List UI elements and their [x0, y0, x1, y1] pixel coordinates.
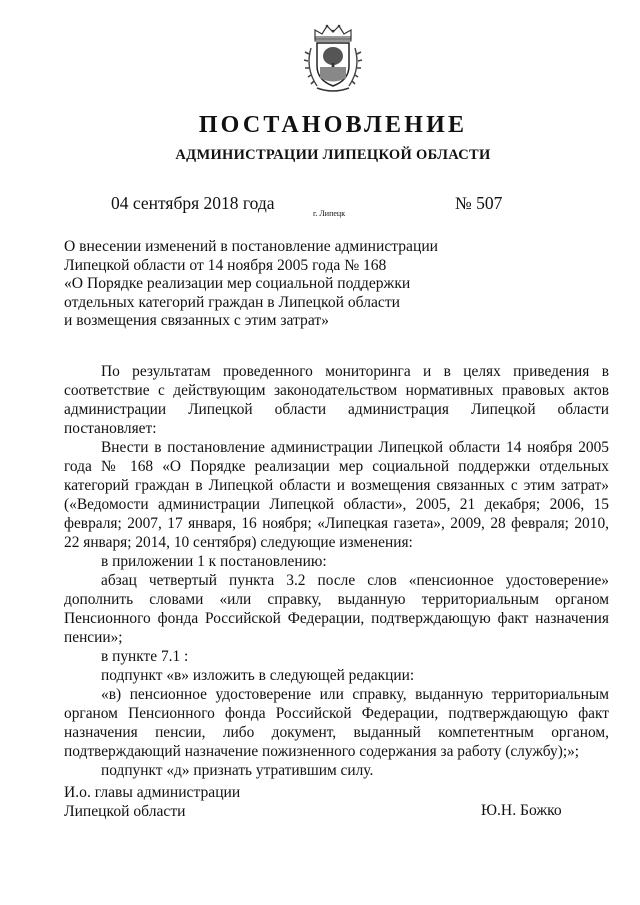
body-paragraph: в пункте 7.1 :: [101, 648, 189, 665]
document-number: № 507: [455, 193, 503, 213]
document-subject: [64, 238, 438, 331]
body-paragraph: подпункт «д» признать утратившим силу.: [101, 762, 374, 779]
subject-line: отдельных категорий граждан в Липецкой области: [64, 293, 400, 311]
subject-line: О внесении изменений в постановление администрации: [64, 238, 439, 255]
document-body: [64, 362, 609, 780]
body-paragraph: По результатам проведенного мониторинга и в целях приведения в соответствие с действующим законодательством нормативных правовых актов администрации Липецкой области администрация Липецкой области постановляет:: [64, 363, 609, 437]
body-paragraph: подпункт «в» изложить в следующей редакции:: [101, 667, 415, 684]
subject-line: Липецкой области от 14 ноября 2005 года № 168: [64, 256, 387, 274]
subject-line: и возмещения связанных с этим затрат»: [64, 312, 329, 329]
coat-of-arms-icon: [303, 22, 363, 94]
signer-name: Ю.Н. Божко: [481, 802, 562, 819]
body-paragraph: Внести в постановление администрации Липецкой области 14 ноября 2005 года № 168 «О Порядке реализации мер социальной поддержки отдельных категорий граждан в Липецкой области и возмещения связанных с этим затрат» («Ведомости администрации Липецкой области», 2005, 21 декабря; 2006, 15 февраля; 2007, 17 января, 16 ноября; «Липецкая газета», 2009, 28 февраля; 2010, 22 января; 2014, 10 сентября) следующие изменения:: [64, 439, 609, 551]
body-paragraph: «в) пенсионное удостоверение или справку, выданную территориальным органом Пенсионного фонда Российской Федерации, подтверждающую факт назначения пенсии, либо документ, выданный компетентным органом, подтверждающий назначение пожизненного содержания за работу (службу);»;: [64, 686, 609, 760]
document-subtitle: АДМИНИСТРАЦИИ ЛИПЕЦКОЙ ОБЛАСТИ: [175, 147, 491, 163]
body-paragraph: в приложении 1 к постановлению:: [101, 553, 327, 570]
signer-position: И.о. главы администрации: [64, 784, 241, 801]
signature-block: [64, 783, 240, 821]
document-title: ПОСТАНОВЛЕНИЕ: [198, 112, 468, 138]
signer-region: Липецкой области: [64, 803, 186, 820]
subject-line: «О Порядке реализации мер социальной поддержки: [64, 275, 411, 292]
body-paragraph: абзац четвертый пункта 3.2 после слов «пенсионное удостоверение» дополнить словами «или справку, выданную территориальным органом Пенсионного фонда Российской Федерации, подтверждающую факт назначения пенсии»;: [64, 572, 609, 646]
document-city: г. Липецк: [313, 209, 346, 218]
document-date: 04 сентября 2018 года: [111, 193, 275, 213]
